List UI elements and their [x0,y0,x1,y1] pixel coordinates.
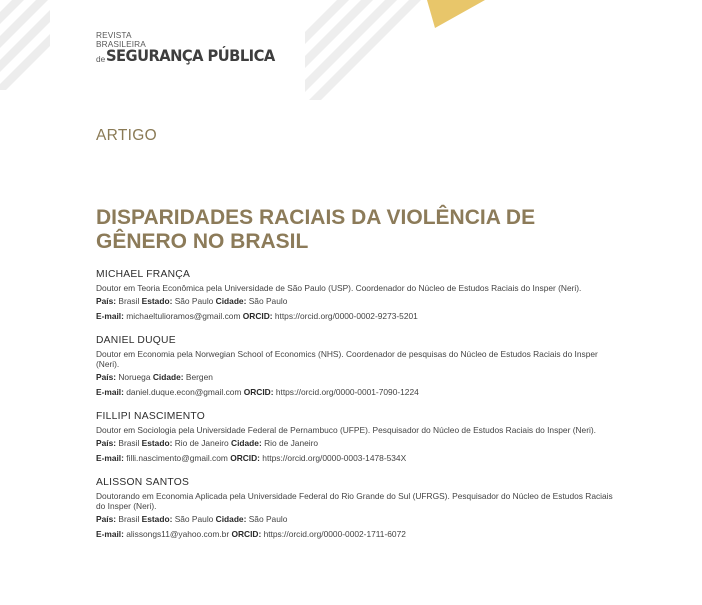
decorative-stripes-right [305,0,485,100]
state-value: São Paulo [174,296,214,307]
author-location [96,438,616,449]
orcid-label: ORCID: [242,311,273,322]
gold-corner-triangle [427,0,485,28]
logo-main-text: SEGURANÇA PÚBLICA [106,46,275,66]
orcid-link[interactable]: https://orcid.org/0000-0002-1711-6072 [263,529,406,540]
country-label: País: [96,296,117,307]
logo-line-brasileira: BRASILEIRA [96,38,146,49]
author-bio: Doutor em Teoria Econômica pela Universidade de São Paulo (USP). Coordenador do Núcleo de Estudos Raciais do Insper (Neri). [96,283,582,293]
email-link[interactable]: filli.nascimento@gmail.com [126,453,228,464]
author-bio: Doutorando em Economia Aplicada pela Universidade Federal do Rio Grande do Sul (UFRGS). Pesquisador do Núcleo de Estudos Raciais do Insper (Neri). [96,490,613,511]
email-label: E-mail: [96,311,124,322]
city-label: Cidade: [152,372,184,383]
logo-line-revista: REVISTA [96,30,132,40]
author-location [96,514,616,525]
city-value: São Paulo [248,514,288,525]
orcid-label: ORCID: [243,387,274,398]
journal-logo [96,31,290,64]
state-value: Rio de Janeiro [174,438,229,449]
orcid-link[interactable]: https://orcid.org/0000-0001-7090-1224 [275,387,419,398]
email-link[interactable]: alissongs11@yahoo.com.br [126,529,230,540]
email-label: E-mail: [96,387,124,398]
email-label: E-mail: [96,453,124,464]
decorative-stripes-left [0,0,50,90]
email-link[interactable]: michaeltulioramos@gmail.com [126,311,241,322]
author-name: FILLIPI NASCIMENTO [96,410,206,422]
orcid-link[interactable]: https://orcid.org/0000-0003-1478-534X [262,453,407,464]
author-name: ALISSON SANTOS [96,476,190,488]
author-contact [96,311,616,322]
author-location [96,296,616,307]
city-label: Cidade: [231,438,262,449]
country-value: Brasil [118,296,140,307]
state-value: São Paulo [174,514,214,525]
city-value: Bergen [185,372,213,383]
author-bio: Doutor em Economia pela Norwegian School of Economics (NHS). Coordenador de pesquisas do Núcleo de Estudos Raciais do Insper (Neri). [96,348,598,370]
country-value: Brasil [118,514,140,525]
state-label: Estado: [141,296,173,307]
state-label: Estado: [141,514,173,525]
country-label: País: [96,438,117,449]
author-block [96,334,616,398]
orcid-label: ORCID: [231,529,262,540]
state-label: Estado: [141,438,173,449]
author-bio: Doutor em Sociologia pela Universidade Federal de Pernambuco (UFPE). Pesquisador do Núcleo de Estudos Raciais do Insper (Neri). [96,424,596,435]
author-name: MICHAEL FRANÇA [96,269,191,280]
country-label: País: [96,514,117,525]
section-label: ARTIGO [96,127,157,144]
city-value: Rio de Janeiro [264,438,319,449]
city-value: São Paulo [248,296,288,307]
author-contact [96,387,616,398]
city-label: Cidade: [215,514,247,525]
country-label: País: [96,372,117,383]
logo-line-de: de [96,54,106,65]
orcid-link[interactable]: https://orcid.org/0000-0002-9273-5201 [274,311,418,322]
email-link[interactable]: daniel.duque.econ@gmail.com [126,387,242,398]
author-contact [96,453,616,464]
author-location [96,372,616,383]
city-label: Cidade: [215,296,247,307]
author-block [96,268,616,322]
author-block [96,410,616,464]
country-value: Brasil [118,438,140,449]
country-value: Noruega [118,372,151,383]
orcid-label: ORCID: [230,453,260,464]
author-list [96,268,616,552]
author-block [96,476,616,540]
author-contact [96,529,616,540]
article-title: DISPARIDADES RACIAIS DA VIOLÊNCIA DE GÊNERO NO BRASIL [96,206,536,253]
author-name: DANIEL DUQUE [96,334,176,346]
email-label: E-mail: [96,529,124,540]
